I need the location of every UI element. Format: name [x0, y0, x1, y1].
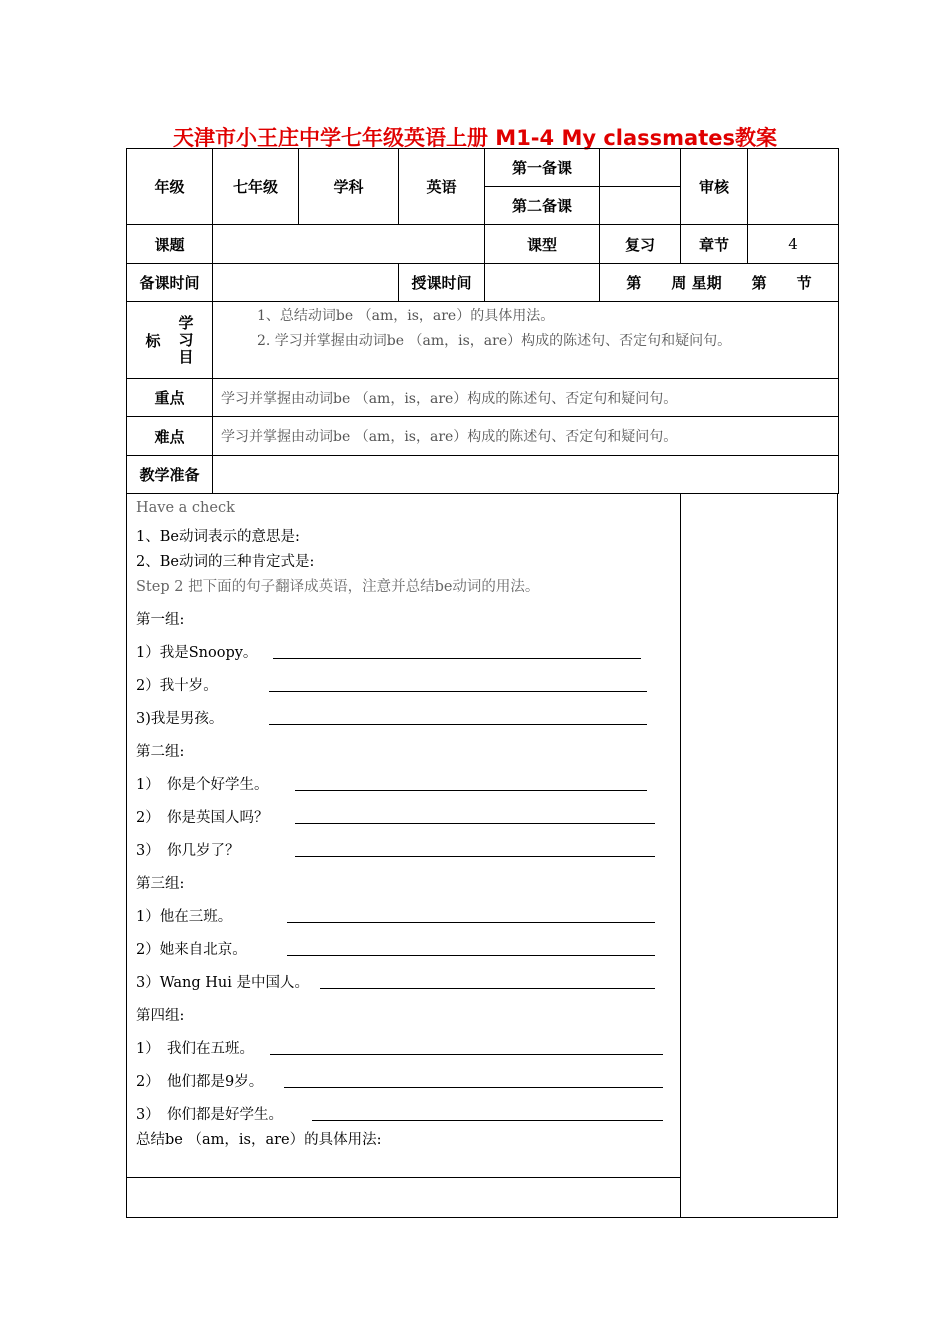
- group1-item-1: 1）我是Snoopy。: [136, 645, 258, 661]
- prep1-label: 第一备课: [485, 149, 600, 187]
- prep-value: [213, 456, 839, 494]
- step2-instruction: Step 2 把下面的句子翻译成英语，注意并总结be动词的用法。: [136, 579, 540, 595]
- answer-line[interactable]: [320, 988, 655, 989]
- group3-item-2: 2）她来自北京。: [136, 942, 247, 958]
- difficulty-value: 学习并掌握由动词be （am，is，are）构成的陈述句、否定句和疑问句。: [213, 417, 839, 456]
- group2-item-1: 1） 你是个好学生。: [136, 777, 269, 793]
- group4-item-2: 2） 他们都是9岁。: [136, 1074, 264, 1090]
- subject-value: 英语: [399, 149, 485, 225]
- group2-heading: 第二组:: [136, 744, 185, 760]
- objectives-label-a: 学: [178, 313, 194, 332]
- prep2-label: 第二备课: [485, 187, 600, 225]
- teach-time-label: 授课时间: [399, 264, 485, 302]
- prep-label: 教学准备: [127, 456, 213, 494]
- objective-item: 1、总结动词be （am，is，are）的具体用法。: [257, 308, 555, 324]
- grade-value: 七年级: [213, 149, 299, 225]
- answer-line[interactable]: [312, 1120, 663, 1121]
- group3-item-1: 1）他在三班。: [136, 909, 233, 925]
- review-label: 审核: [681, 149, 748, 225]
- group1-item-3: 3)我是男孩。: [136, 711, 224, 727]
- exercise-section: [126, 494, 838, 1218]
- key-label: 重点: [127, 379, 213, 417]
- topic-value: [213, 225, 485, 264]
- lesson-header-table: [126, 148, 839, 494]
- prep-time-label: 备课时间: [127, 264, 213, 302]
- group2-item-2: 2） 你是英国人吗？: [136, 810, 269, 826]
- chapter-label: 章节: [681, 225, 748, 264]
- lesson-type-value: 复习: [600, 225, 681, 264]
- question-2: 2、Be动词的三种肯定式是:: [136, 554, 315, 570]
- lesson-type-label: 课型: [485, 225, 600, 264]
- prep2-value: [600, 187, 681, 225]
- check-title: Have a check: [136, 500, 235, 516]
- objectives-value: [213, 302, 839, 379]
- prep-time-value: [213, 264, 399, 302]
- answer-line[interactable]: [287, 922, 655, 923]
- grade-label: 年级: [127, 149, 213, 225]
- subject-label: 学科: [299, 149, 399, 225]
- answer-line[interactable]: [273, 658, 641, 659]
- summary-prompt: 总结be （am，is，are）的具体用法:: [136, 1132, 382, 1148]
- group2-item-3: 3） 你几岁了？: [136, 843, 240, 859]
- group1-item-2: 2）我十岁。: [136, 678, 218, 694]
- row-divider: [127, 1177, 680, 1178]
- answer-line[interactable]: [295, 823, 655, 824]
- group3-item-3: 3）Wang Hui 是中国人。: [136, 975, 309, 991]
- answer-line[interactable]: [269, 691, 647, 692]
- answer-line[interactable]: [284, 1087, 663, 1088]
- difficulty-label: 难点: [127, 417, 213, 456]
- group4-item-1: 1） 我们在五班。: [136, 1041, 254, 1057]
- key-value: 学习并掌握由动词be （am，is，are）构成的陈述句、否定句和疑问句。: [213, 379, 839, 417]
- column-divider: [680, 494, 681, 1217]
- objectives-label: [127, 302, 213, 379]
- objective-item: 2. 学习并掌握由动词be （am，is，are）构成的陈述句、否定句和疑问句。: [257, 333, 732, 349]
- answer-line[interactable]: [269, 724, 647, 725]
- group1-heading: 第一组:: [136, 612, 185, 628]
- answer-line[interactable]: [295, 856, 655, 857]
- prep1-value: [600, 149, 681, 187]
- group3-heading: 第三组:: [136, 876, 185, 892]
- document-title: 天津市小王庄中学七年级英语上册 M1-4 My classmates教案: [172, 126, 777, 150]
- answer-line[interactable]: [287, 955, 655, 956]
- objectives-label-c: 目: [178, 347, 194, 366]
- answer-line[interactable]: [295, 790, 647, 791]
- group4-item-3: 3） 你们都是好学生。: [136, 1107, 283, 1123]
- schedule-text: 第 周 星期 第 节: [600, 264, 839, 302]
- objectives-label-b: 习: [178, 330, 194, 349]
- review-value: [748, 149, 839, 225]
- question-1: 1、Be动词表示的意思是:: [136, 529, 300, 545]
- objectives-label-d: 标: [145, 331, 161, 350]
- group4-heading: 第四组:: [136, 1008, 185, 1024]
- topic-label: 课题: [127, 225, 213, 264]
- chapter-value: 4: [748, 225, 839, 264]
- answer-line[interactable]: [270, 1054, 663, 1055]
- teach-time-value: [485, 264, 600, 302]
